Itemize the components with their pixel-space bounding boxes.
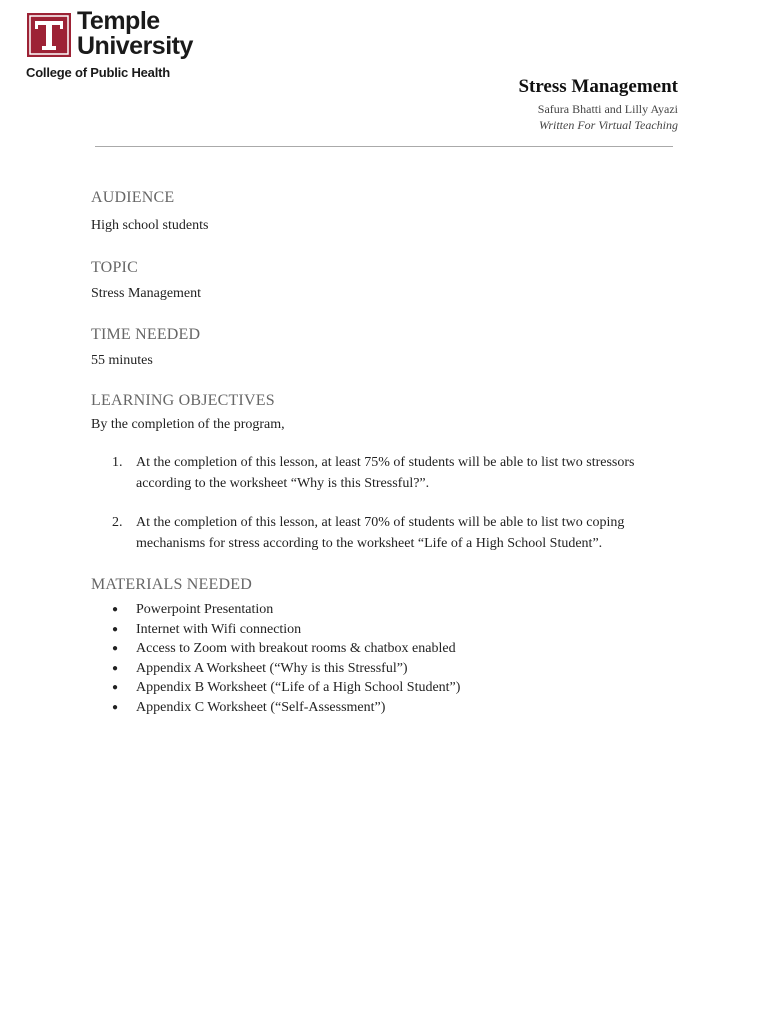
bullet-icon: ● (112, 662, 119, 674)
objective-number: 1. (112, 455, 123, 470)
temple-logo (25, 7, 205, 82)
material-text: Appendix A Worksheet (“Why is this Stressful”) (136, 660, 408, 676)
document-title: Stress Management (518, 76, 678, 97)
logo-name-line1: Temple (77, 7, 160, 35)
objective-item (91, 452, 681, 494)
objectives-list (91, 452, 681, 554)
material-item (91, 659, 460, 679)
header-divider (95, 146, 673, 147)
materials-needed-heading: MATERIALS NEEDED (91, 576, 252, 593)
material-text: Appendix C Worksheet (“Self-Assessment”) (136, 699, 386, 715)
material-text: Appendix B Worksheet (“Life of a High School Student”) (136, 680, 461, 696)
material-text: Access to Zoom with breakout rooms & chatbox enabled (136, 641, 456, 657)
logo-college-name: College of Public Health (26, 65, 170, 80)
topic-heading: TOPIC (91, 259, 138, 276)
learning-objectives-intro: By the completion of the program, (91, 417, 285, 432)
document-authors: Safura Bhatti and Lilly Ayazi (537, 102, 678, 116)
time-needed-text: 55 minutes (91, 353, 153, 368)
bullet-icon: ● (112, 682, 119, 694)
material-text: Powerpoint Presentation (136, 602, 274, 617)
document-header (518, 76, 678, 134)
bullet-icon: ● (112, 643, 119, 655)
topic-text: Stress Management (91, 286, 202, 301)
logo-name-line2: University (77, 32, 193, 60)
materials-list (91, 600, 460, 718)
logo-wordmark (77, 9, 193, 59)
material-item (91, 639, 460, 659)
bullet-icon: ● (112, 604, 119, 615)
bullet-icon: ● (112, 701, 119, 713)
objective-number: 2. (112, 515, 123, 530)
temple-t-icon (27, 13, 71, 57)
objective-item (91, 512, 681, 554)
material-item (91, 620, 460, 640)
audience-heading: AUDIENCE (91, 189, 175, 206)
learning-objectives-heading: LEARNING OBJECTIVES (91, 392, 275, 409)
material-item (91, 698, 460, 718)
document-subtitle: Written For Virtual Teaching (538, 118, 678, 132)
time-needed-heading: TIME NEEDED (91, 326, 201, 343)
objective-text: At the completion of this lesson, at least 70% of students will be able to list two coping mechanisms for stress according to the worksheet “Life of a High School Student”. (136, 515, 625, 551)
material-item (91, 678, 460, 698)
audience-text: High school students (91, 218, 209, 233)
material-text: Internet with Wifi connection (136, 621, 302, 637)
material-item (91, 600, 460, 620)
objective-text: At the completion of this lesson, at least 75% of students will be able to list two stressors according to the worksheet “Why is this Stressful?”. (136, 455, 635, 491)
bullet-icon: ● (112, 623, 119, 635)
